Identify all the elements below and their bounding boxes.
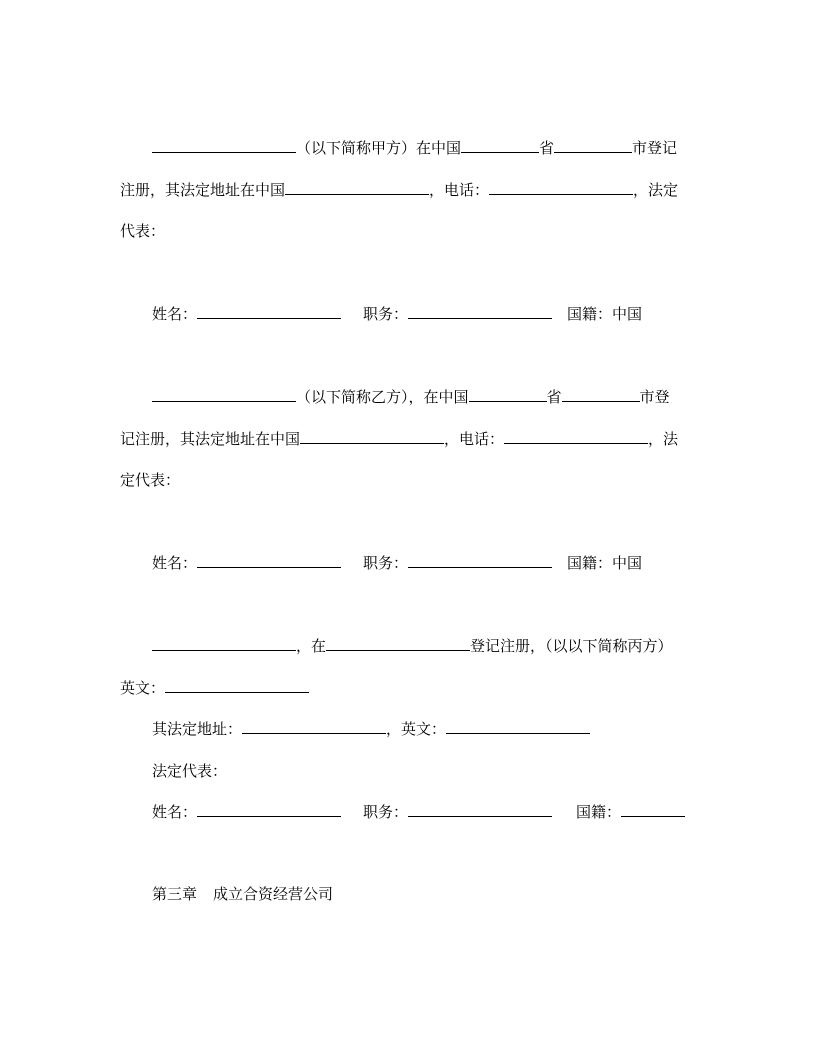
party-c-english-blank[interactable] [165, 677, 309, 693]
party-a-city-reg-label: 市登记 [632, 139, 678, 157]
party-c-rep-name-blank[interactable] [197, 801, 341, 817]
party-a-address-prefix: 注册，其法定地址在中国 [120, 181, 286, 199]
party-b-rep-title-label: 职务： [363, 554, 409, 572]
party-c-rep-title-label: 职务： [363, 803, 409, 821]
party-c-rep-heading [152, 759, 227, 783]
party-a-rep-heading [120, 219, 165, 243]
party-b-rep-heading-text: 定代表： [120, 471, 181, 489]
party-c-reg-label: 登记注册，（以以下简称丙方） [470, 637, 673, 655]
party-b-rep-name-label: 姓名： [152, 554, 198, 572]
party-a-rep-heading-text: 代表： [120, 222, 166, 240]
party-b-city-reg-label: 市登 [639, 388, 670, 406]
party-c-place-blank[interactable] [326, 635, 470, 651]
party-c-address-blank[interactable] [242, 718, 386, 734]
party-c-at-label: ，在 [296, 637, 327, 655]
party-b-address-blank[interactable] [300, 428, 444, 444]
party-c-rep-heading-text: 法定代表： [152, 762, 228, 780]
party-a-legal-label: ，法定 [633, 181, 679, 199]
party-b-name-blank[interactable] [152, 386, 296, 402]
party-b-rep-title-blank[interactable] [408, 552, 552, 568]
party-b-address-line [120, 427, 678, 451]
party-b-rep-line [152, 551, 642, 575]
party-b-phone-blank[interactable] [504, 428, 648, 444]
party-c-rep-line [152, 800, 685, 824]
party-a-rep-name-label: 姓名： [152, 305, 198, 323]
party-a-province-blank[interactable] [461, 137, 539, 153]
party-b-intro-line [152, 385, 670, 409]
party-b-address-prefix: 记注册，其法定地址在中国 [120, 430, 301, 448]
party-a-phone-label: ，电话： [429, 181, 490, 199]
party-b-province-label: 省 [546, 388, 562, 406]
party-c-address-english-label: ，英文： [386, 720, 447, 738]
party-b-legal-label: ，法 [648, 430, 679, 448]
party-c-address-label: 其法定地址： [152, 720, 243, 738]
party-c-rep-title-blank[interactable] [408, 801, 552, 817]
party-a-intro-line [152, 136, 677, 160]
party-c-english-line [120, 676, 309, 700]
party-a-phone-blank[interactable] [489, 179, 633, 195]
party-c-rep-nationality-label: 国籍： [576, 803, 622, 821]
party-c-address-english-blank[interactable] [446, 718, 590, 734]
chapter-title: 成立合资经营公司 [213, 885, 334, 903]
party-a-address-line [120, 178, 678, 202]
party-b-city-blank[interactable] [562, 386, 640, 402]
party-b-suffix: （以下简称乙方），在中国 [296, 388, 469, 406]
party-a-name-blank[interactable] [152, 137, 296, 153]
party-b-phone-label: ，电话： [444, 430, 505, 448]
chapter-number: 第三章 [152, 885, 198, 903]
party-a-rep-title-label: 职务： [363, 305, 409, 323]
chapter-heading [152, 882, 333, 906]
party-a-province-label: 省 [539, 139, 555, 157]
party-a-rep-nationality: 国籍：中国 [567, 305, 643, 323]
party-c-rep-nationality-blank[interactable] [621, 801, 685, 817]
party-b-province-blank[interactable] [469, 386, 547, 402]
party-a-rep-line [152, 302, 642, 326]
party-a-rep-name-blank[interactable] [197, 303, 341, 319]
party-c-name-blank[interactable] [152, 635, 296, 651]
party-a-city-blank[interactable] [554, 137, 632, 153]
party-c-rep-name-label: 姓名： [152, 803, 198, 821]
party-b-rep-nationality: 国籍：中国 [567, 554, 643, 572]
party-c-address-line [152, 717, 590, 741]
party-a-address-blank[interactable] [285, 179, 429, 195]
party-b-rep-name-blank[interactable] [197, 552, 341, 568]
party-a-suffix: （以下简称甲方）在中国 [296, 139, 462, 157]
party-a-rep-title-blank[interactable] [408, 303, 552, 319]
party-c-intro-line [152, 634, 673, 658]
party-c-english-label: 英文： [120, 679, 166, 697]
party-b-rep-heading [120, 468, 180, 492]
